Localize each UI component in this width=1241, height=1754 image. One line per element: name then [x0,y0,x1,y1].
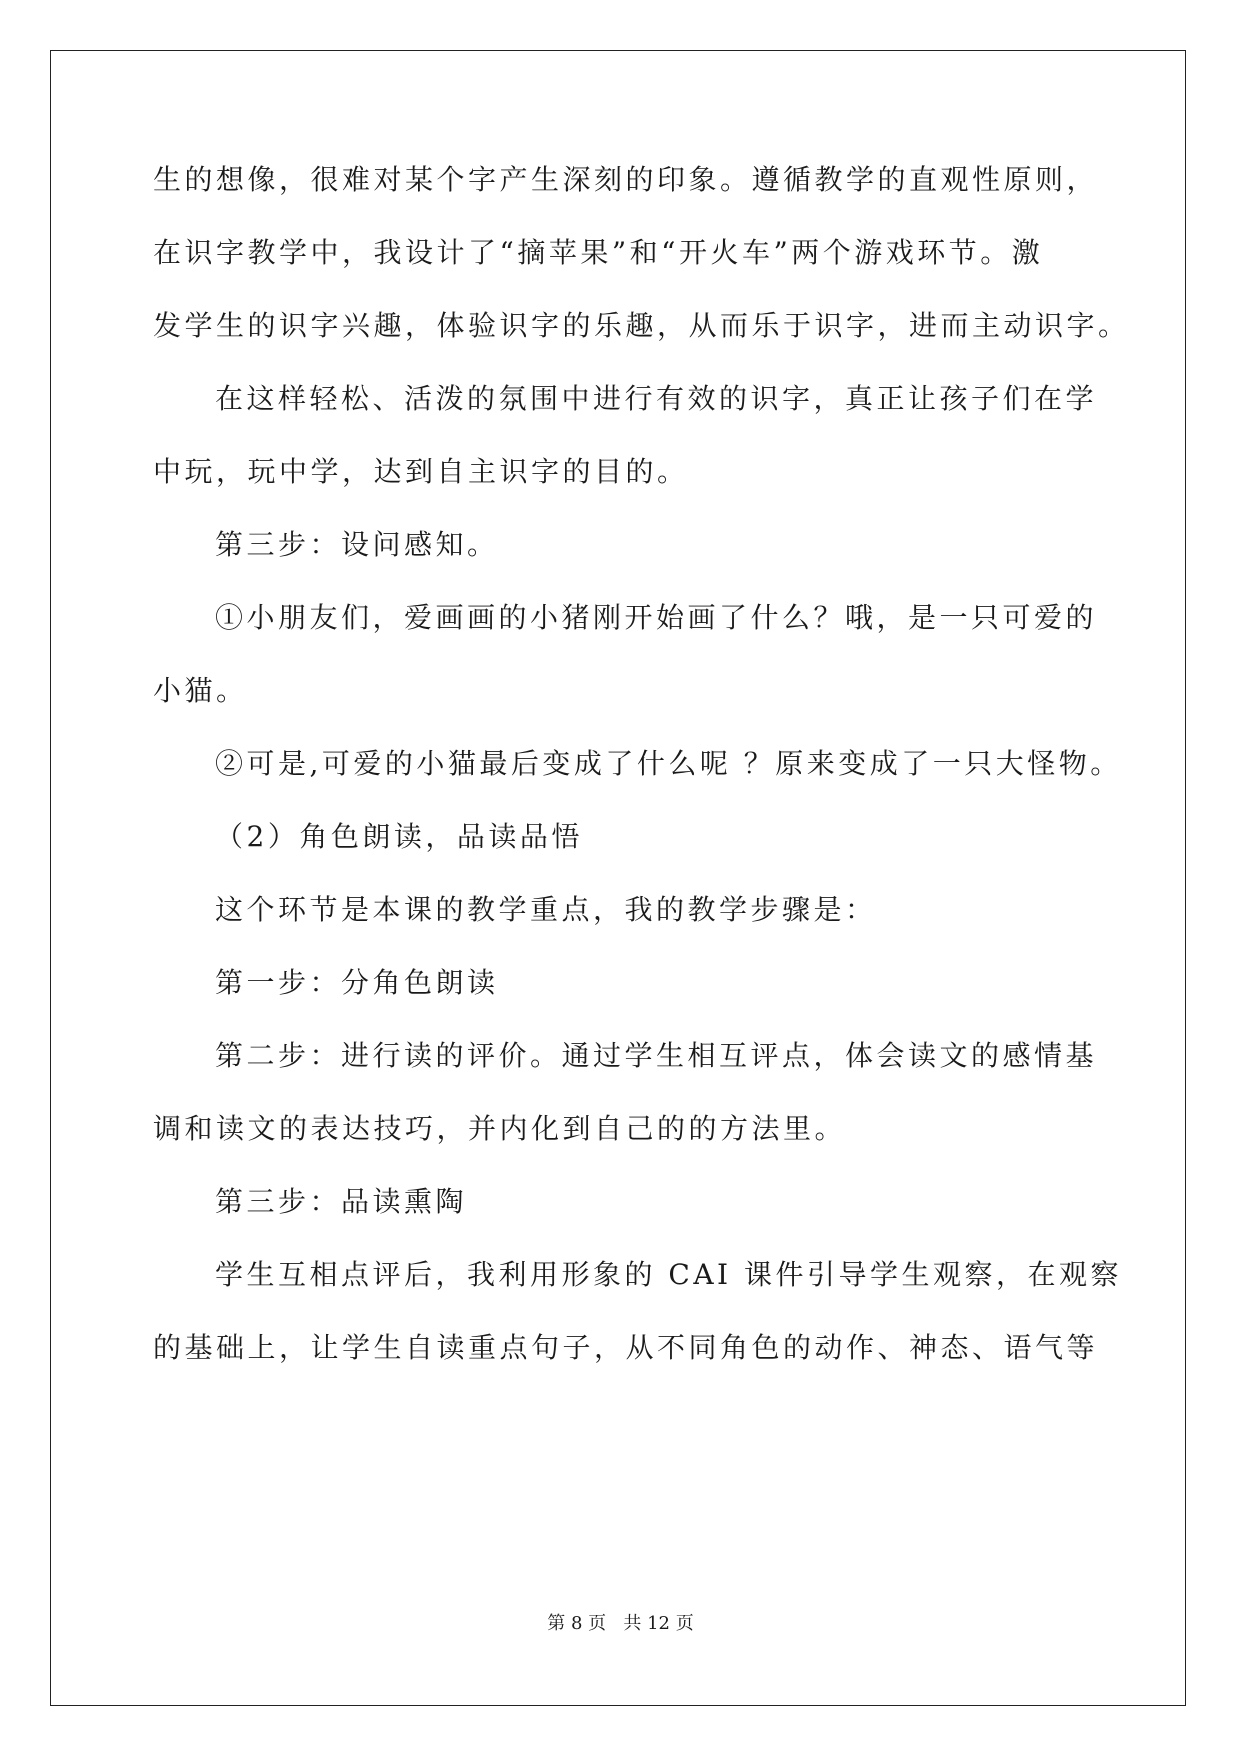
text-line: 中玩，玩中学，达到自主识字的目的。 [153,455,689,488]
text-line: ①小朋友们，爱画画的小猪刚开始画了什么？哦，是一只可爱的 [215,601,1098,634]
text-line: 第一步：分角色朗读 [215,966,499,999]
text-line: ②可是,可爱的小猫最后变成了什么呢 ？原来变成了一只大怪物。 [215,747,1122,780]
text-line: 学生互相点评后，我利用形象的 CAI 课件引导学生观察，在观察 [215,1258,1123,1291]
text-line: 第三步：品读熏陶 [215,1185,468,1218]
page-number-footer: 第 8 页 共 12 页 [547,1613,694,1634]
page-border [50,50,1186,1706]
text-line: 生的想像，很难对某个字产生深刻的印象。遵循教学的直观性原则， [153,163,1099,196]
text-line: 第三步：设问感知。 [215,528,499,561]
text-line: 第二步：进行读的评价。通过学生相互评点，体会读文的感情基 [215,1039,1098,1072]
text-line: 发学生的识字兴趣，体验识字的乐趣，从而乐于识字，进而主动识字。 [153,309,1130,342]
text-line: 在这样轻松、活泼的氛围中进行有效的识字，真正让孩子们在学 [215,382,1098,415]
text-line: 在识字教学中，我设计了“摘苹果”和“开火车”两个游戏环节。激 [153,236,1044,269]
text-line: 调和读文的表达技巧，并内化到自己的的方法里。 [153,1112,847,1145]
text-line: （2）角色朗读，品读品悟 [215,820,583,853]
text-line: 的基础上，让学生自读重点句子，从不同角色的动作、神态、语气等 [153,1331,1099,1364]
text-line: 这个环节是本课的教学重点，我的教学步骤是： [215,893,877,926]
text-line: 小猫。 [153,674,248,707]
